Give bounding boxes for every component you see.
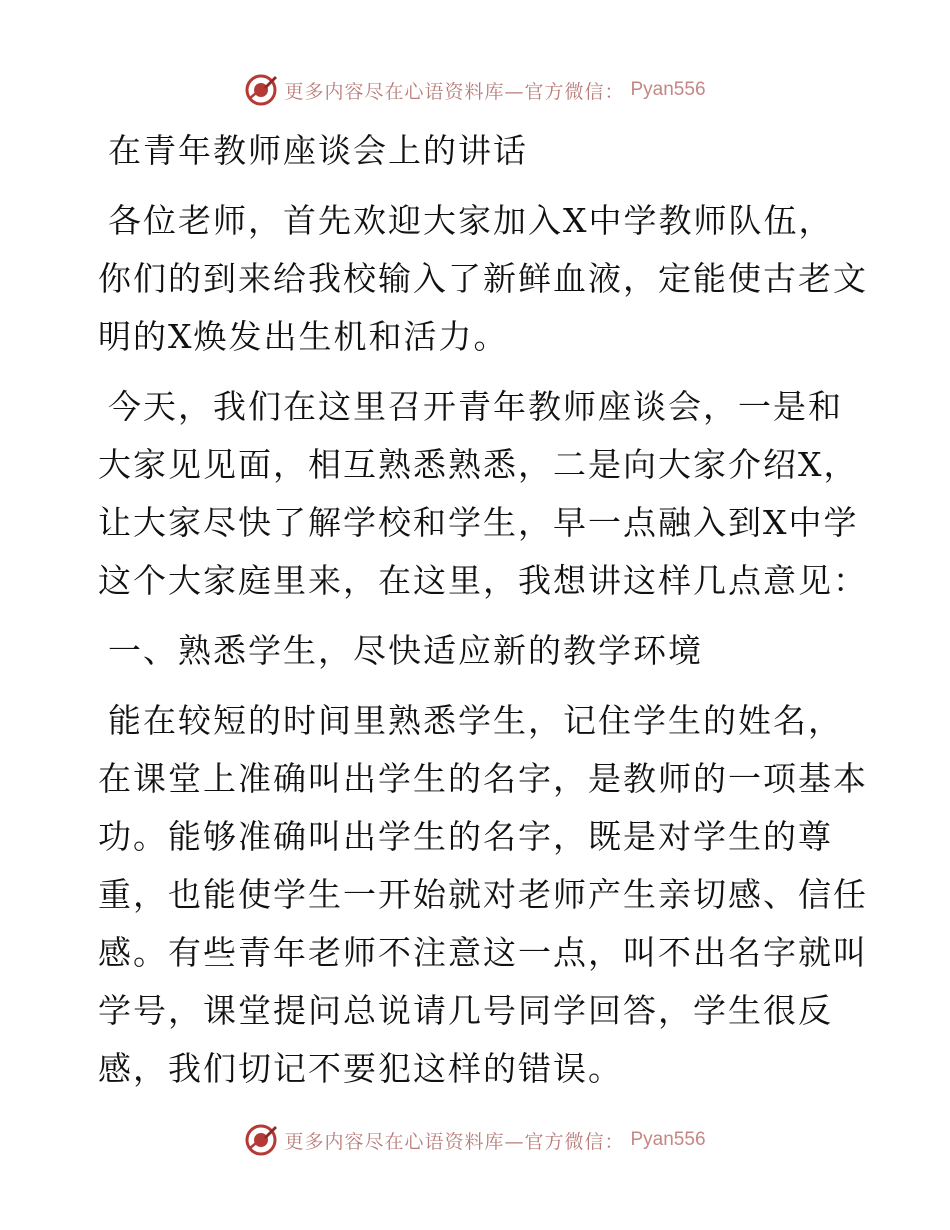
watermark-text: 更多内容尽在心语资料库—官方微信： [284,80,625,103]
paragraph-1 [98,192,868,366]
paragraph-line: 这个大家庭里来，在这里，我想讲这样几点意见： [98,561,868,600]
section-heading-line: 一、熟悉学生，尽快适应新的教学环境 [108,631,703,670]
paragraph-line: 学号，课堂提问总说请几号同学回答，学生很反 [98,991,833,1030]
watermark-text: 更多内容尽在心语资料库—官方微信： [284,1130,625,1153]
paragraph-line: 在课堂上准确叫出学生的名字，是教师的一项基本 [98,759,868,798]
paragraph-line: 感，我们切记不要犯这样的错误。 [98,1049,623,1088]
paragraph-line: 你们的到来给我校输入了新鲜血液，定能使古老文 [98,259,868,298]
brand-logo-icon [244,1123,278,1157]
paragraph-line: 大家见见面，相互熟悉熟悉，二是向大家介绍X， [98,445,859,484]
paragraph-line: 功。能够准确叫出学生的名字，既是对学生的尊 [98,817,833,856]
document-title: 在青年教师座谈会上的讲话 [108,131,528,170]
paragraph-line: 各位老师，首先欢迎大家加入X中学教师队伍， [108,201,834,240]
watermark-id: Pyan556 [630,1129,706,1150]
section-heading [98,622,858,680]
paragraph-line: 感。有些青年老师不注意这一点，叫不出名字就叫 [98,933,868,972]
brand-logo-icon [244,73,278,107]
paragraph-3 [98,692,868,1098]
watermark-banner-top [0,70,950,110]
paragraph-line: 让大家尽快了解学校和学生，早一点融入到X中学 [98,503,859,542]
paragraph-line: 重，也能使学生一开始就对老师产生亲切感、信任 [98,875,868,914]
paragraph-line: 明的X焕发出生机和活力。 [98,317,509,356]
watermark-banner-bottom [0,1120,950,1160]
paragraph-line: 能在较短的时间里熟悉学生，记住学生的姓名， [108,701,843,740]
paragraph-2 [98,378,868,610]
watermark-id: Pyan556 [630,79,706,100]
document-body [98,122,868,1110]
paragraph-line: 今天，我们在这里召开青年教师座谈会，一是和 [108,387,843,426]
